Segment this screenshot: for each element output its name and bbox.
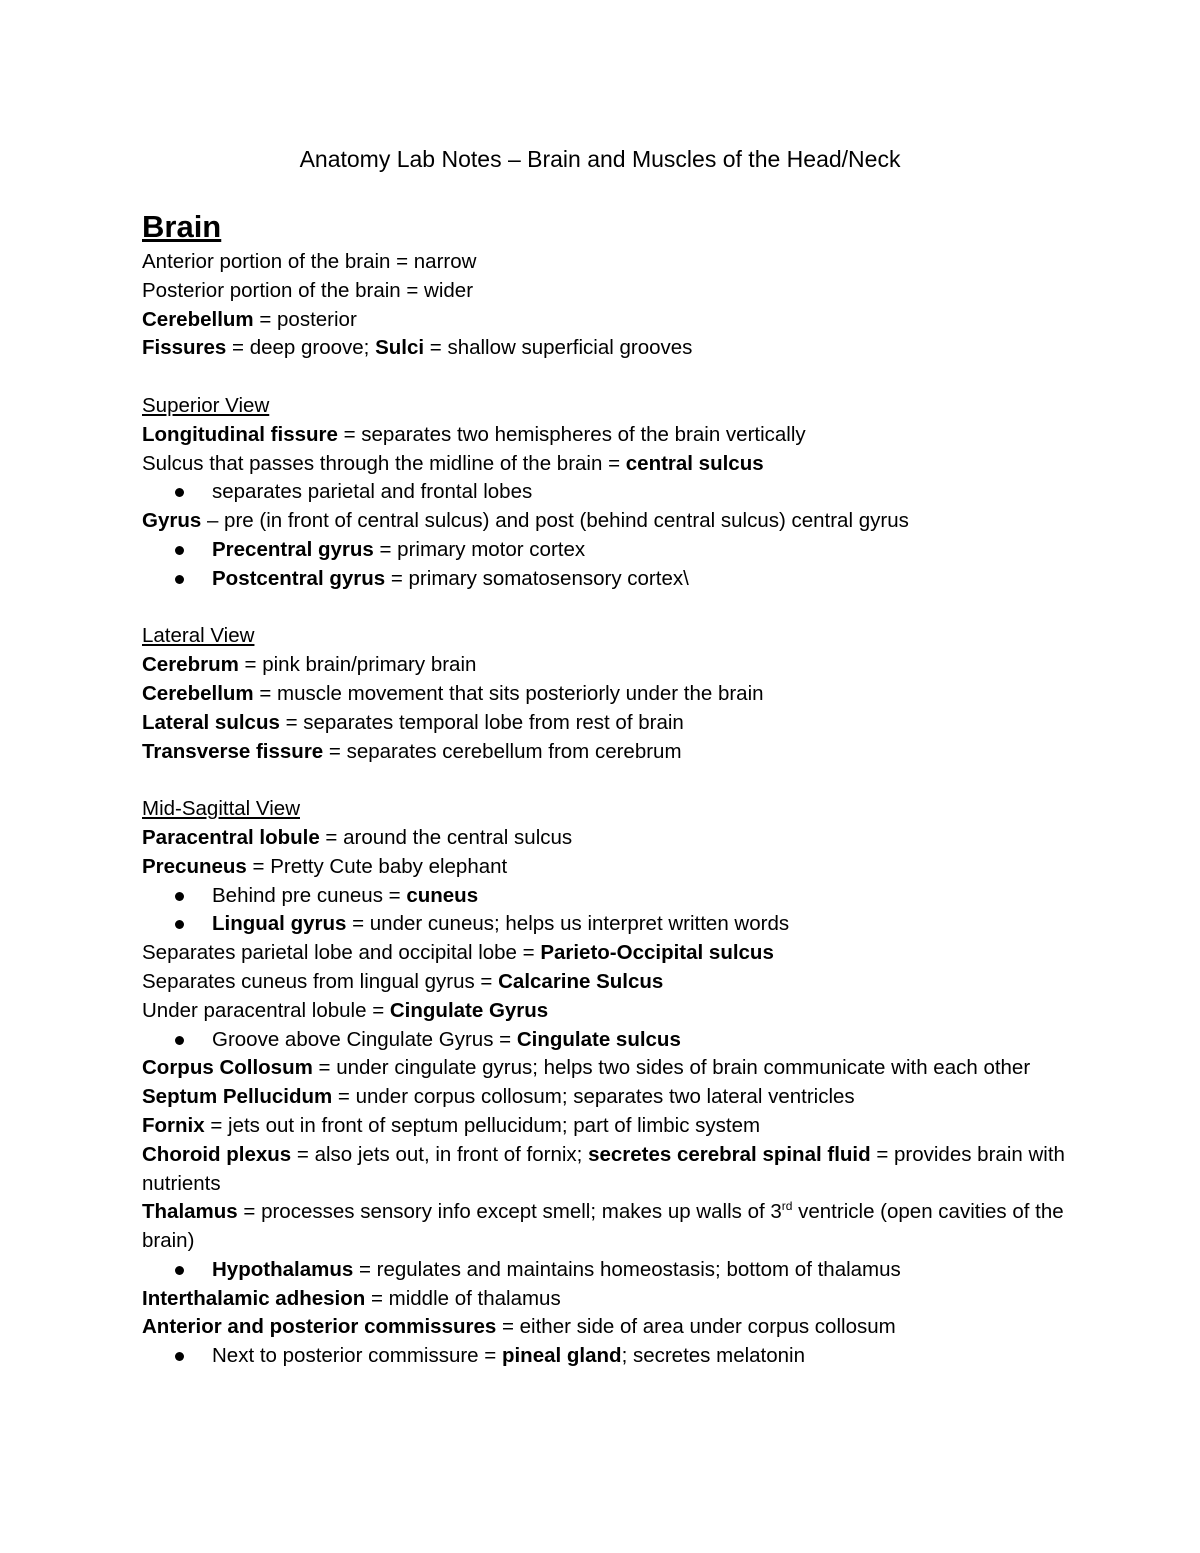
term: Choroid plexus: [142, 1142, 292, 1166]
definition: = primary motor cortex: [373, 537, 586, 561]
note-line: [142, 853, 1072, 882]
note-line: [142, 1112, 1072, 1141]
term: cuneus: [406, 883, 479, 907]
definition: Separates parietal lobe and occipital lobe =: [142, 941, 541, 965]
definition: = processes sensory info except smell; makes up walls of 3: [237, 1200, 782, 1224]
note-line: [142, 651, 1072, 680]
term: Lingual gyrus: [212, 912, 347, 936]
definition: = pink brain/primary brain: [238, 653, 477, 677]
note-line: [142, 968, 1072, 997]
term: Fissures: [142, 336, 227, 360]
term: Transverse fissure: [142, 739, 324, 763]
bullet-dot-icon: [175, 1036, 184, 1045]
definition: = shallow superficial grooves: [424, 336, 693, 360]
bullet-dot-icon: [175, 1352, 184, 1361]
term: Cingulate sulcus: [516, 1027, 681, 1051]
subheading-lateral-view: Lateral View: [142, 624, 255, 648]
note-line: [142, 939, 1072, 968]
definition: = around the central sulcus: [319, 825, 573, 849]
bullet-dot-icon: [175, 488, 184, 497]
term: Parieto-Occipital sulcus: [540, 941, 774, 965]
note-line: [142, 1313, 1072, 1342]
note-line: [142, 1083, 1072, 1112]
note-line: [142, 1054, 1072, 1083]
bullet-dot-icon: [175, 920, 184, 929]
term: Corpus Collosum: [142, 1056, 313, 1080]
definition: = jets out in front of septum pellucidum; part of limbic system: [204, 1113, 761, 1137]
note-line: [142, 507, 1072, 536]
note-line: [142, 997, 1072, 1026]
note-line: [142, 824, 1072, 853]
definition: = also jets out, in front of fornix;: [291, 1142, 589, 1166]
term: Paracentral lobule: [142, 825, 320, 849]
term: Precuneus: [142, 854, 247, 878]
definition: = muscle movement that sits posteriorly under the brain: [253, 681, 764, 705]
term: Cingulate Gyrus: [389, 998, 549, 1022]
document-title: Anatomy Lab Notes – Brain and Muscles of the Head/Neck: [299, 146, 901, 172]
term: Postcentral gyrus: [212, 566, 386, 590]
bullet-text: separates parietal and frontal lobes: [212, 480, 533, 504]
bullet-item: [142, 478, 1072, 507]
definition: = separates two hemispheres of the brain vertically: [337, 422, 806, 446]
definition: = Pretty Cute baby elephant: [246, 854, 508, 878]
term: Interthalamic adhesion: [142, 1286, 366, 1310]
bullet-dot-icon: [175, 546, 184, 555]
bullet-item: [142, 565, 1072, 594]
intro-line: [142, 306, 1072, 335]
definition: Under paracentral lobule =: [142, 998, 390, 1022]
note-line: [142, 450, 1072, 479]
term: Precentral gyrus: [212, 537, 374, 561]
term: Hypothalamus: [212, 1257, 354, 1281]
note-line: [142, 1198, 1072, 1256]
bullet-item: [142, 1342, 1072, 1371]
note-line: [142, 1141, 1072, 1199]
spacer: [142, 363, 1072, 392]
definition: = provides brain with nutrients: [142, 1142, 1065, 1195]
definition: = under corpus collosum; separates two lateral ventricles: [332, 1085, 855, 1109]
term: Lateral sulcus: [142, 710, 280, 734]
bullet-item: [142, 910, 1072, 939]
term: Longitudinal fissure: [142, 422, 338, 446]
term: Calcarine Sulcus: [498, 969, 664, 993]
note-line: [142, 709, 1072, 738]
definition: = regulates and maintains homeostasis; bottom of thalamus: [353, 1257, 901, 1281]
note-line: [142, 1285, 1072, 1314]
definition: = separates temporal lobe from rest of brain: [279, 710, 684, 734]
intro-line: [142, 334, 1072, 363]
term: Cerebellum: [142, 307, 254, 331]
definition: ventricle (open cavities of the brain): [142, 1200, 1064, 1253]
spacer: [142, 766, 1072, 795]
term: Thalamus: [142, 1200, 238, 1224]
bullet-item: [142, 1256, 1072, 1285]
definition: = under cingulate gyrus; helps two sides of brain communicate with each other: [312, 1056, 1031, 1080]
definition: = posterior: [253, 307, 357, 331]
term: Fornix: [142, 1113, 205, 1137]
note-line: [142, 421, 1072, 450]
term: Sulci: [375, 336, 425, 360]
definition: – pre (in front of central sulcus) and post (behind central sulcus) central gyrus: [201, 509, 909, 533]
definition: = separates cerebellum from cerebrum: [323, 739, 682, 763]
definition: ; secretes melatonin: [621, 1344, 806, 1368]
term: Anterior and posterior commissures: [142, 1315, 497, 1339]
definition: = deep groove;: [226, 336, 376, 360]
bullet-item: [142, 536, 1072, 565]
note-line: [142, 680, 1072, 709]
definition: Next to posterior commissure =: [212, 1344, 502, 1368]
subheading-mid-sagittal-view: Mid-Sagittal View: [142, 797, 300, 821]
intro-line: Posterior portion of the brain = wider: [142, 278, 474, 302]
term: Septum Pellucidum: [142, 1085, 333, 1109]
definition: Behind pre cuneus =: [212, 883, 407, 907]
superscript: rd: [781, 1199, 793, 1214]
term: Cerebellum: [142, 681, 254, 705]
bullet-dot-icon: [175, 575, 184, 584]
bullet-dot-icon: [175, 1266, 184, 1275]
definition: = primary somatosensory cortex\: [385, 566, 689, 590]
definition: = under cuneus; helps us interpret written words: [346, 912, 790, 936]
spacer: [142, 594, 1072, 623]
term: pineal gland: [501, 1344, 622, 1368]
subheading-superior-view: Superior View: [142, 393, 270, 417]
term: secretes cerebral spinal fluid: [588, 1142, 871, 1166]
bullet-item: [142, 1026, 1072, 1055]
definition: = either side of area under corpus collosum: [496, 1315, 896, 1339]
bullet-item: [142, 882, 1072, 911]
section-heading-brain: Brain: [142, 209, 222, 244]
document-body: [142, 248, 1072, 1371]
term: central sulcus: [625, 451, 764, 475]
definition: Sulcus that passes through the midline of the brain =: [142, 451, 626, 475]
term: Gyrus: [142, 509, 202, 533]
term: Cerebrum: [142, 653, 239, 677]
definition: Groove above Cingulate Gyrus =: [212, 1027, 517, 1051]
note-line: [142, 738, 1072, 767]
definition: = middle of thalamus: [365, 1286, 561, 1310]
definition: Separates cuneus from lingual gyrus =: [142, 969, 499, 993]
intro-line: Anterior portion of the brain = narrow: [142, 250, 477, 273]
bullet-dot-icon: [175, 892, 184, 901]
